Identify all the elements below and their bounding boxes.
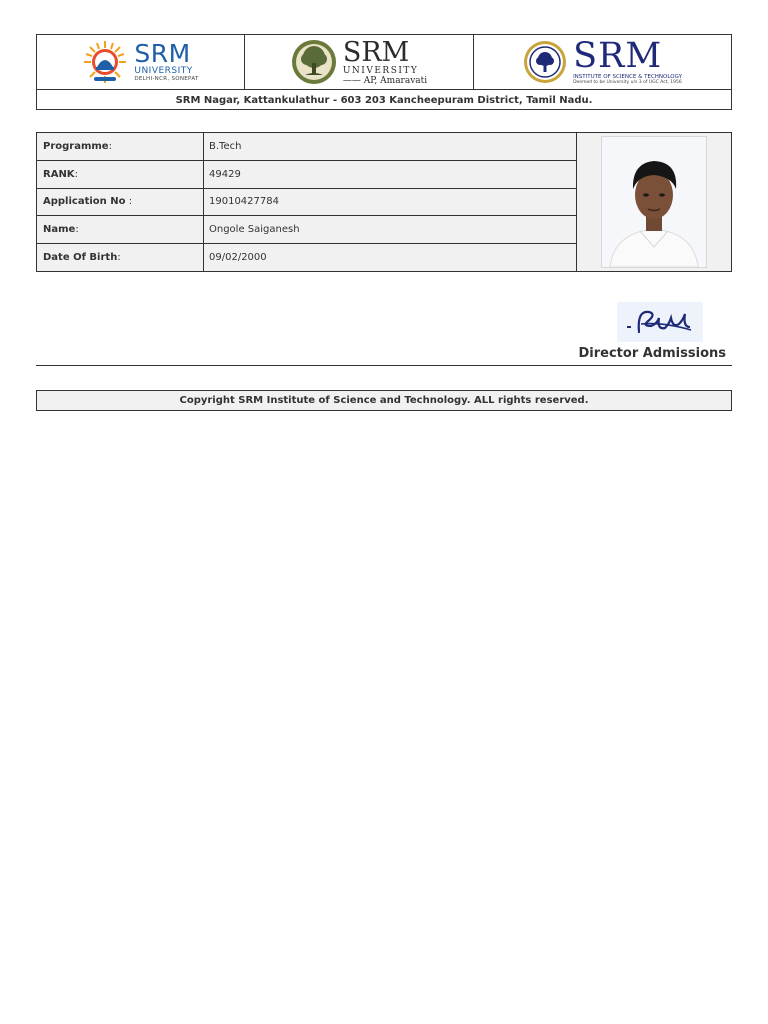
logo-location: Deemed to be University u/s 3 of UGC Act, 1956 <box>573 80 682 85</box>
candidate-details-table <box>36 132 732 272</box>
srm-ap-logo <box>291 36 428 86</box>
srm-delhi-logo <box>82 39 198 85</box>
field-separator: : <box>75 224 79 236</box>
table-row <box>37 161 576 189</box>
field-label <box>37 216 204 243</box>
dob-value: 09/02/2000 <box>204 244 576 271</box>
table-row <box>37 216 576 244</box>
field-label-text: Date Of Birth <box>43 252 118 264</box>
header-logo-table <box>36 34 732 110</box>
logo-location: DELHI-NCR, SONEPAT <box>134 76 199 83</box>
logo-location-text: AP, Amaravati <box>363 75 428 86</box>
logo-cell-delhi <box>37 35 245 89</box>
field-separator: : <box>108 140 112 152</box>
field-label <box>37 244 204 271</box>
field-separator: : <box>74 168 78 180</box>
candidate-photo-image <box>602 137 706 267</box>
logo-subtitle: UNIVERSITY <box>342 65 419 76</box>
field-separator: : <box>125 196 133 208</box>
field-label <box>37 133 204 160</box>
seal-emblem-icon <box>523 40 567 84</box>
candidate-photo <box>601 136 707 268</box>
table-row <box>37 189 576 217</box>
director-signature <box>617 302 703 342</box>
field-label-text: Application No <box>43 196 126 208</box>
field-separator: : <box>117 252 121 264</box>
field-label-text: Programme <box>43 140 109 152</box>
field-label-text: Name <box>43 224 76 236</box>
table-row <box>37 133 576 161</box>
logo-subtitle: INSTITUTE OF SCIENCE & TECHNOLOGY <box>573 73 682 80</box>
tree-emblem-icon <box>291 39 337 85</box>
institute-address: SRM Nagar, Kattankulathur - 603 203 Kancheepuram District, Tamil Nadu. <box>175 94 593 106</box>
logo-row <box>37 35 731 90</box>
rank-value: 49429 <box>204 161 576 188</box>
logo-location: —— AP, Amaravati <box>342 75 428 86</box>
logo-title: SRM <box>342 36 410 68</box>
director-title: Director Admissions <box>578 346 726 361</box>
programme-value: B.Tech <box>204 133 576 160</box>
application-no-value: 19010427784 <box>204 189 576 216</box>
photo-cell <box>577 133 731 271</box>
divider <box>36 365 732 366</box>
srm-ist-logo <box>523 35 682 86</box>
logo-title: SRM <box>573 35 663 76</box>
sun-emblem-icon <box>82 39 128 85</box>
field-label-text: RANK <box>43 168 75 180</box>
logo-cell-ist <box>474 35 731 89</box>
copyright-footer: Copyright SRM Institute of Science and Technology. ALL rights reserved. <box>36 390 732 411</box>
signature-icon <box>617 302 703 342</box>
field-label <box>37 161 204 188</box>
logo-subtitle: UNIVERSITY <box>134 66 193 77</box>
name-value: Ongole Saiganesh <box>204 216 576 243</box>
logo-cell-ap <box>245 35 474 89</box>
table-row <box>37 244 576 271</box>
details-rows <box>37 133 577 271</box>
logo-title: SRM <box>134 39 191 69</box>
field-label <box>37 189 204 216</box>
